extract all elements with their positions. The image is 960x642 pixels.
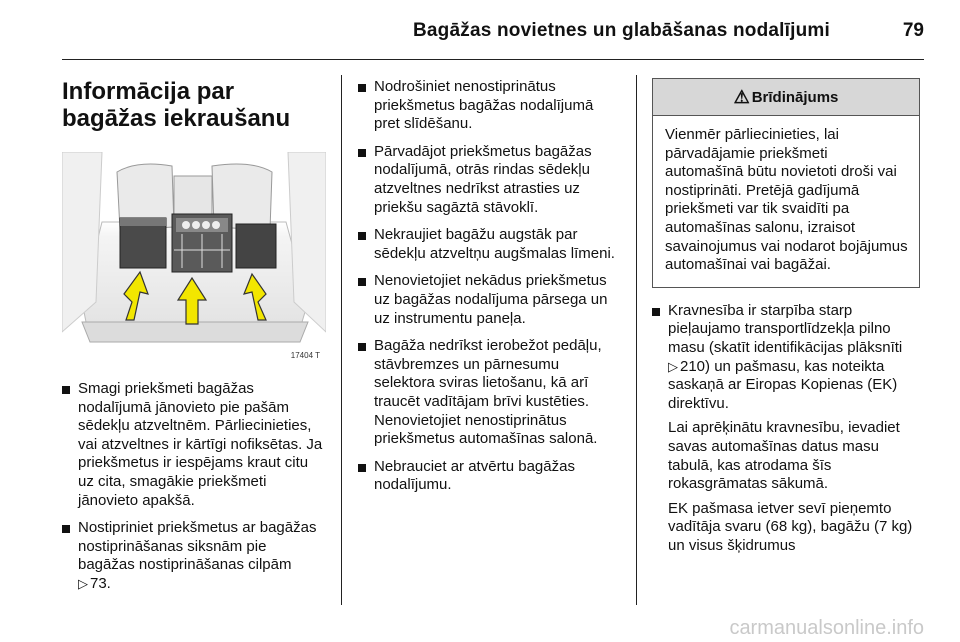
list-item: Bagāža nedrīkst ierobežot pedāļu, stāvbremzes un pārnesumu selektora sviras lietošanu, kā arī traucēt vadītājam brīvi kustēties. Nenovietojiet nenostiprinātus priekšmetus automašīnas salonā. [358,337,620,449]
list-item: Pārvadājot priekšmetus bagāžas nodalījumā, otrās rindas sēdekļu atzveltnes nedrīkst atrasties uz priekšu sagāztā stāvoklī. [358,143,620,217]
page-reference[interactable]: 210) un pašmasu, kas noteikta saskaņā ar Eiropas Kopienas (EK) direktīvu. [668,357,898,412]
page-reference-icon: ▷ [78,575,88,591]
figure-label: 17404 T [290,351,320,360]
running-header-title: Bagāžas novietnes un glabāšanas nodalījumi [412,20,830,41]
section-title: Informācija par bagāžas iekraušanu [62,78,291,132]
column-right [652,78,920,564]
warning-title: Brīdinājums [751,88,839,106]
column-left [62,78,326,603]
list-item: Nenovietojiet nekādus priekšmetus uz bagāžas nodalījuma pārsega un uz instrumentu paneļa. [358,272,620,328]
column-divider [636,75,637,605]
list-item: Nekraujiet bagāžu augstāk par sēdekļu atzveltņu augšmalas līmeni. [358,226,620,263]
paragraph: Lai aprēķinātu kravnesību, ievadiet savas automašīnas datus masu tabulā, kas atrodama šīs rokasgrāmatas sākumā. [668,419,900,493]
list-item: Nodrošiniet nenostiprinātus priekšmetus bagāžas nodalījumā pret slīdēšanu. [358,78,620,134]
watermark: carmanualsonline.info [729,617,924,639]
loading-bullets-left [62,380,326,594]
list-item [62,519,326,593]
cargo-loading-illustration [62,152,326,362]
payload-bullets [652,302,920,556]
loading-bullets-middle [358,78,620,495]
list-item-text: Kravnesība ir starpība starp pieļaujamo transportlīdzekļa pilno masu (skatīt identifikācijas plāksnīti [668,301,903,356]
page-number: 79 [902,20,924,41]
page-header [0,0,960,60]
paragraph: EK pašmasa ietver sevī pieņemto vadītāja svaru (68 kg), bagāžu (7 kg) un visus šķidrumus [668,499,913,554]
column-middle [358,78,620,504]
page-reference[interactable]: 73. [90,574,111,592]
page-reference-icon: ▷ [668,358,678,374]
column-divider [341,75,342,605]
list-item-text: Nostipriniet priekšmetus ar bagāžas nostiprināšanas siksnām pie bagāžas nostiprināšanas cilpām [78,519,317,574]
list-item: Nebrauciet ar atvērtu bagāžas nodalījumu. [358,458,620,495]
list-item [652,302,920,556]
header-rule [62,59,924,60]
warning-box [652,78,920,288]
cargo-area-drawing [62,152,326,362]
warning-triangle-icon: ⚠ [733,87,750,107]
list-item: Smagi priekšmeti bagāžas nodalījumā jānovieto pie pašām sēdekļu atzveltnēm. Pārliecinieties, vai atzveltnes ir kārtīgi nofiksētas. Ja priekšmetus ir iespējams kraut citu uz cita, smagākie priekšmeti jānovieto apakšā. [62,380,326,510]
warning-header [653,79,919,116]
warning-text: Vienmēr pārliecinieties, lai pārvadājamie priekšmeti automašīnā būtu novietoti droši vai nostiprināti. Pretējā gadījumā priekšmeti var tik svaidīti pa automašīnas salonu, izraisot savainojumus vai nodarot bojājumus automašīnai vai bagāžai. [665,126,908,274]
